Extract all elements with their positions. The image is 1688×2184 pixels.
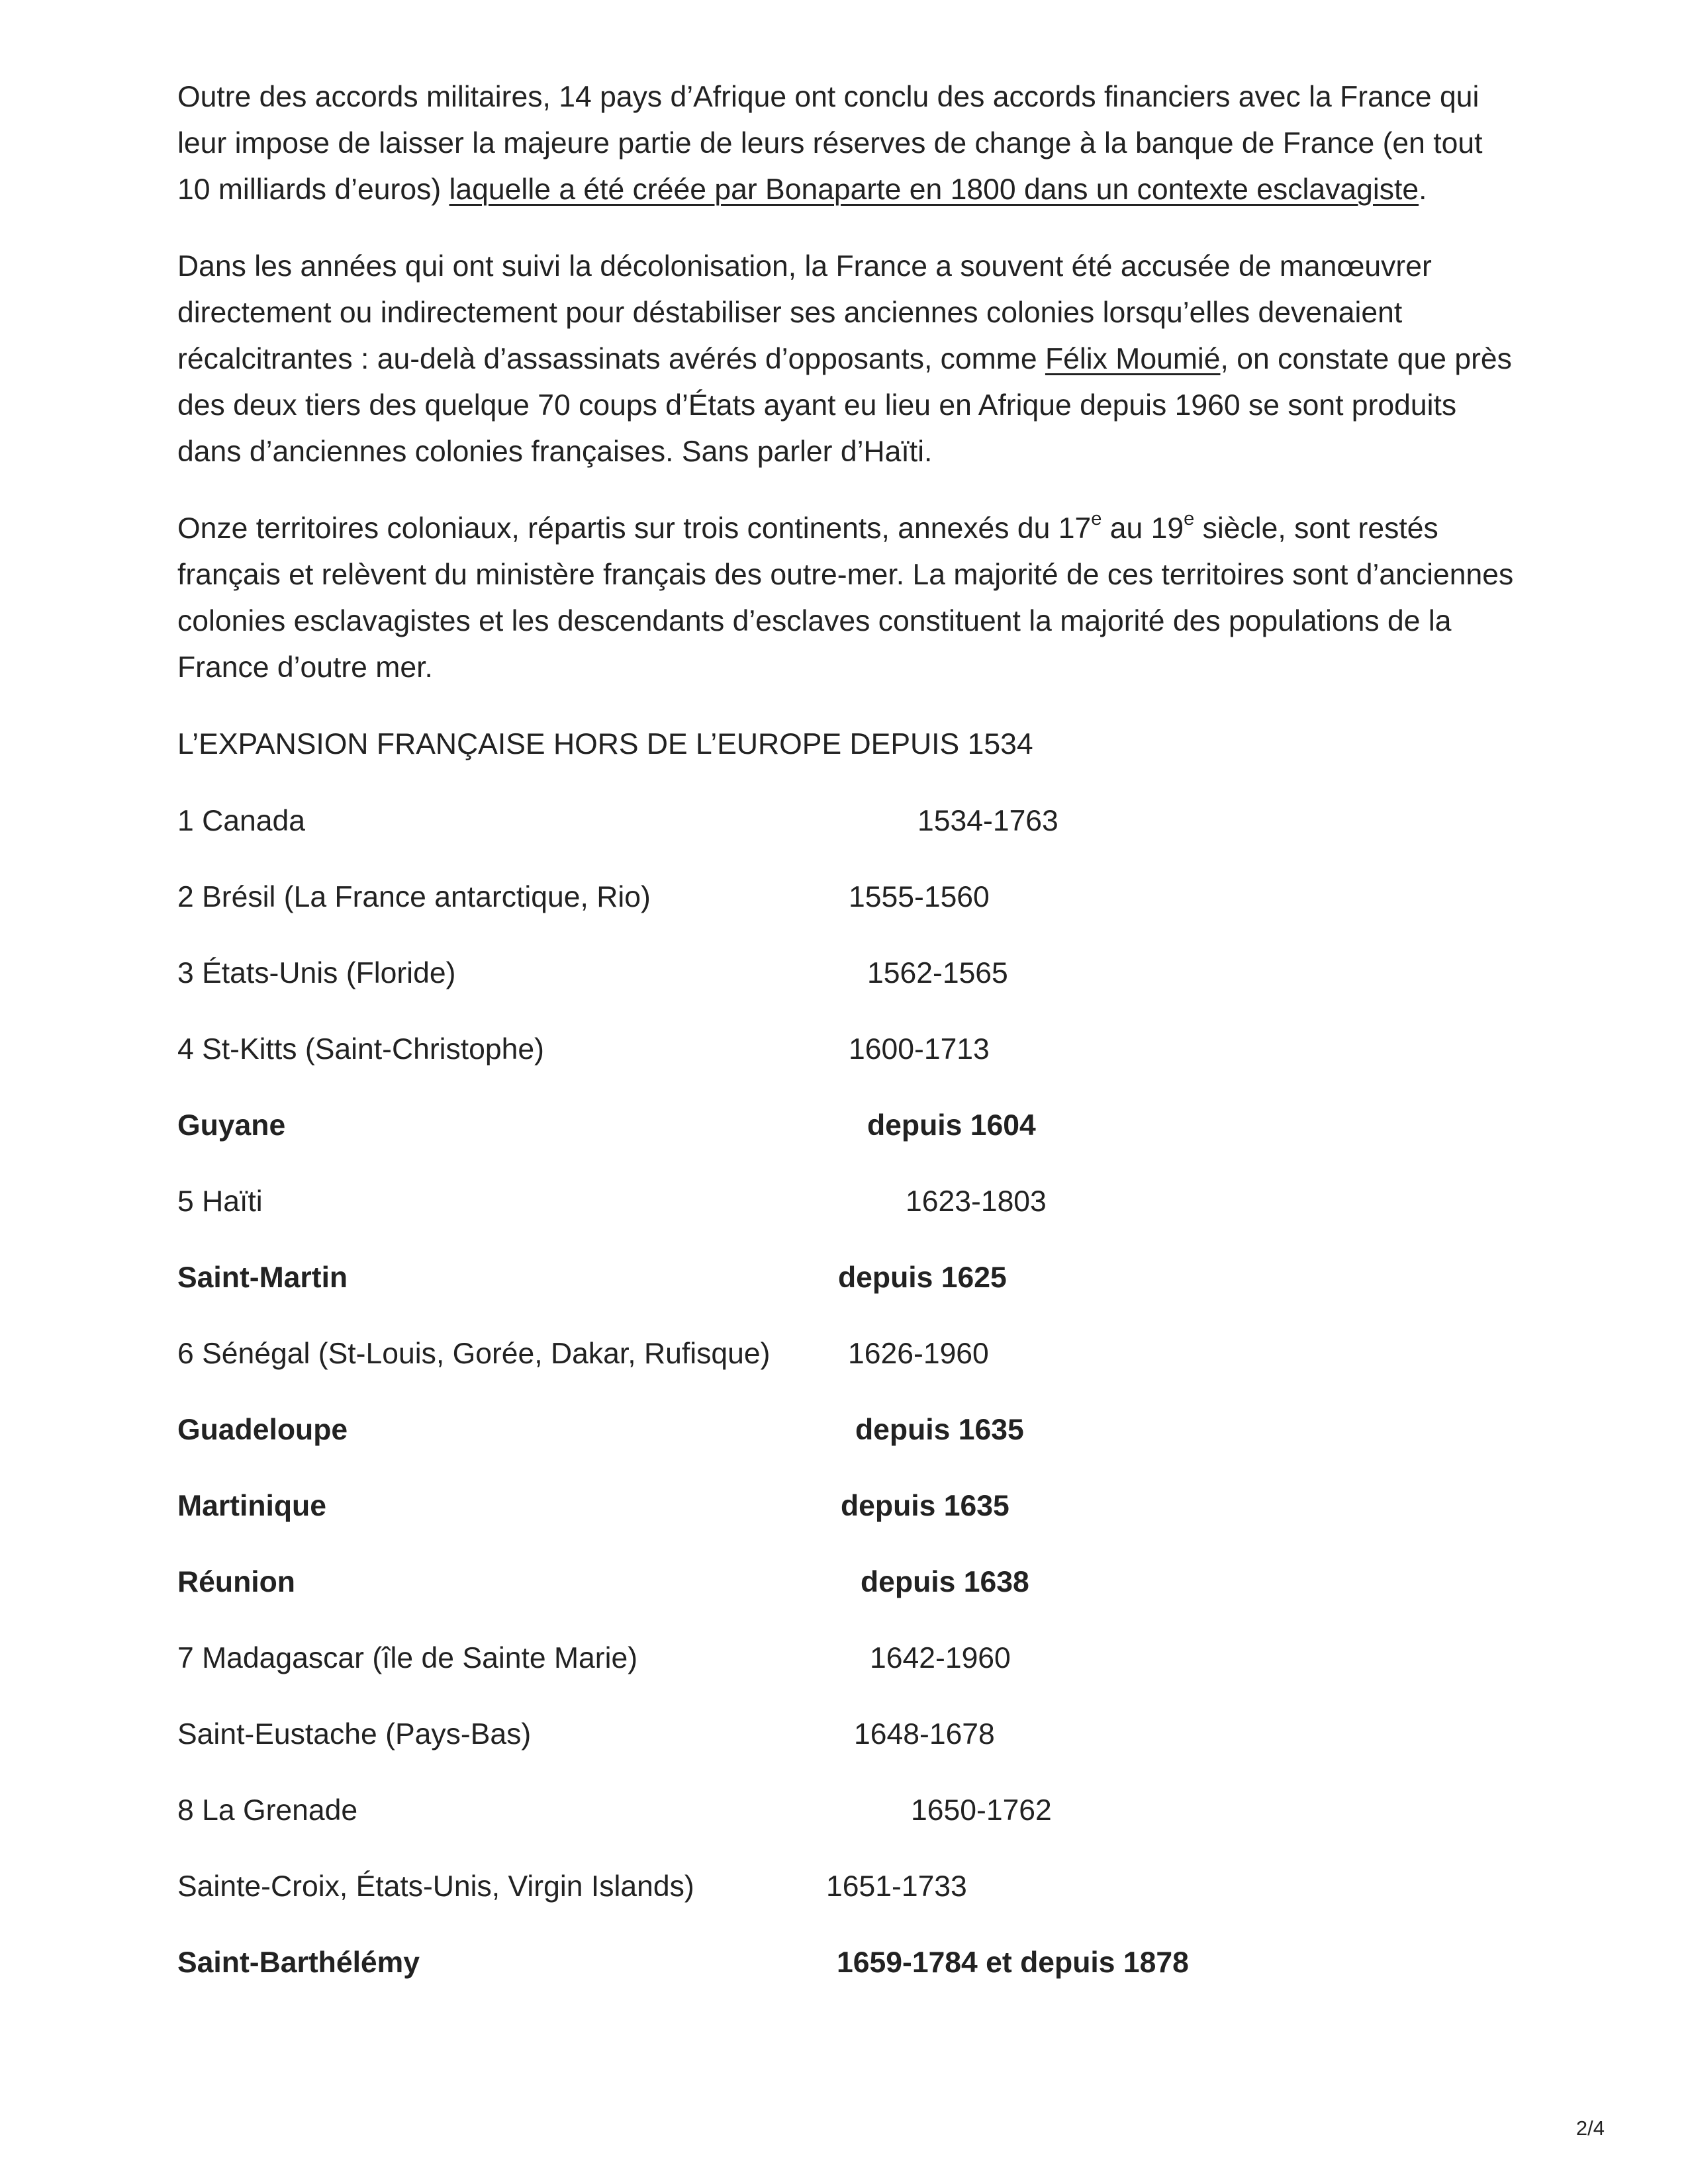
territory-row <box>177 874 1521 921</box>
territory-row <box>177 1026 1521 1073</box>
paragraph-text: Onze territoires coloniaux, répartis sur trois continents, annexés du 17 <box>177 512 1092 545</box>
territory-name: 5 Haïti <box>177 1185 263 1218</box>
territory-dates: depuis 1638 <box>861 1566 1029 1598</box>
superscript-e: e <box>1184 508 1195 530</box>
territory-row <box>177 1711 1521 1758</box>
territory-row <box>177 798 1521 844</box>
territory-row <box>177 1559 1521 1606</box>
territory-dates: 1648-1678 <box>854 1718 995 1751</box>
superscript-e: e <box>1091 508 1102 530</box>
territory-name: Guadeloupe <box>177 1414 348 1446</box>
territory-row <box>177 1331 1521 1377</box>
territory-row <box>177 1407 1521 1453</box>
document-page <box>177 74 1521 2016</box>
territory-name: 1 Canada <box>177 805 305 837</box>
territory-dates: 1650-1762 <box>911 1794 1052 1827</box>
territory-name: 3 États-Unis (Floride) <box>177 957 456 989</box>
territory-dates: 1659-1784 et depuis 1878 <box>837 1946 1189 1979</box>
paragraph-text: Dans les années qui ont suivi la décolonisation, la France a souvent été accusée de manœuvrer directement ou indirectement pour déstabiliser ses anciennes colonies lorsqu’elles devenaient récalcitrantes : au-delà d’assassinats avérés d’opposants, comme <box>177 250 1432 375</box>
territory-name: 7 Madagascar (île de Sainte Marie) <box>177 1642 638 1674</box>
paragraph-end: . <box>1419 173 1427 206</box>
paragraph-text-end: , on constate que près des deux tiers des quelque 70 coups d’États ayant eu lieu en Afrique depuis 1960 se sont produits dans d’anciennes colonies françaises. Sans parler d’Haïti. <box>177 343 1512 468</box>
territory-dates: 1626-1960 <box>848 1338 989 1370</box>
territory-dates: 1562-1565 <box>867 957 1008 989</box>
territory-dates: depuis 1635 <box>841 1490 1009 1522</box>
territory-name: 4 St-Kitts (Saint-Christophe) <box>177 1033 544 1066</box>
territory-name: Saint-Eustache (Pays-Bas) <box>177 1718 532 1751</box>
territory-name: Martinique <box>177 1490 326 1522</box>
paragraph-overseas-territories <box>177 506 1521 691</box>
territory-list <box>177 798 1521 1986</box>
territory-dates: 1555-1560 <box>849 881 990 913</box>
territory-row <box>177 1255 1521 1301</box>
territory-row <box>177 1179 1521 1225</box>
territory-row <box>177 1864 1521 1910</box>
territory-dates: 1642-1960 <box>870 1642 1011 1674</box>
link-felix-moumie[interactable]: Félix Moumié <box>1045 343 1221 375</box>
page-number: 2/4 <box>1575 2116 1605 2140</box>
territory-name: 2 Brésil (La France antarctique, Rio) <box>177 881 651 913</box>
section-heading: L’EXPANSION FRANÇAISE HORS DE L’EUROPE DEPUIS 1534 <box>177 728 1033 760</box>
territory-name: Sainte-Croix, États-Unis, Virgin Islands) <box>177 1870 694 1903</box>
territory-name: Réunion <box>177 1566 295 1598</box>
paragraph-text: siècle, sont restés français et relèvent du ministère français des outre-mer. La majorité de ces territoires sont d’anciennes colonies esclavagistes et les descendants d’esclaves constituent la majorité des populations de la France d’outre mer. <box>177 512 1514 684</box>
link-bonaparte-bank[interactable]: laquelle a été créée par Bonaparte en 1800 dans un contexte esclavagiste <box>449 173 1419 206</box>
territory-name: 6 Sénégal (St-Louis, Gorée, Dakar, Rufisque) <box>177 1338 771 1370</box>
territory-dates: 1651-1733 <box>826 1870 967 1903</box>
territory-dates: 1623-1803 <box>906 1185 1047 1218</box>
territory-name: Guyane <box>177 1109 286 1142</box>
territory-row <box>177 1788 1521 1834</box>
paragraph-financial-accords <box>177 74 1521 213</box>
territory-name: 8 La Grenade <box>177 1794 358 1827</box>
territory-row <box>177 1103 1521 1149</box>
territory-row <box>177 950 1521 997</box>
territory-name: Saint-Barthélémy <box>177 1946 420 1979</box>
territory-dates: depuis 1625 <box>838 1261 1007 1294</box>
territory-name: Saint-Martin <box>177 1261 348 1294</box>
territory-dates: 1600-1713 <box>849 1033 990 1066</box>
territory-row <box>177 1940 1521 1986</box>
territory-dates: depuis 1604 <box>867 1109 1036 1142</box>
territory-row <box>177 1635 1521 1682</box>
territory-dates: depuis 1635 <box>855 1414 1024 1446</box>
territory-row <box>177 1483 1521 1529</box>
paragraph-text: Outre des accords militaires, 14 pays d’Afrique ont conclu des accords financiers avec la France qui leur impose de laisser la majeure partie de leurs réserves de change à la banque de France (en tout 10 milliards d’euros) <box>177 81 1483 206</box>
territory-dates: 1534-1763 <box>917 805 1058 837</box>
paragraph-text: au 19 <box>1102 512 1184 545</box>
paragraph-decolonisation <box>177 244 1521 475</box>
